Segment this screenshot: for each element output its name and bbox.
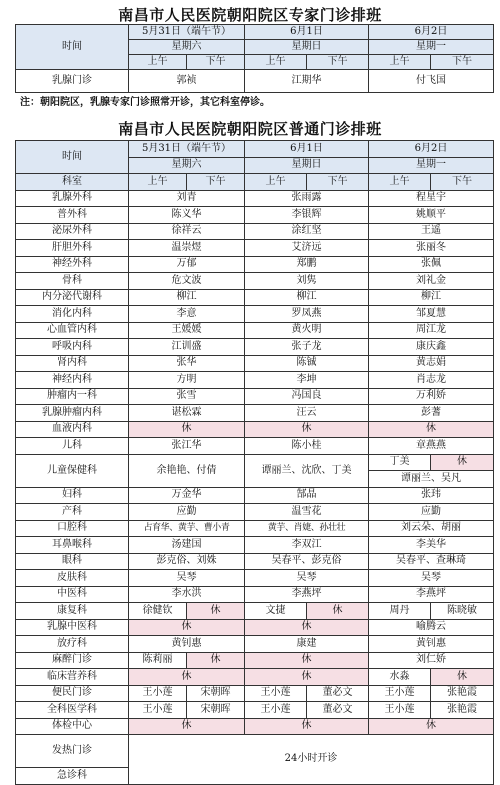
rest-cell: 休 — [187, 652, 245, 669]
pm-label: 下午 — [187, 174, 245, 191]
table-row — [16, 388, 494, 405]
dept-cell: 骨科 — [16, 273, 129, 290]
doctor-cell: 冯国良 — [245, 388, 369, 405]
doctor-cell: 郑鹏 — [245, 256, 369, 273]
doctor-cell: 张雪 — [129, 388, 245, 405]
doctor-cell: 文捷 — [245, 603, 307, 620]
rest-cell: 休 — [187, 603, 245, 620]
rest-cell: 休 — [245, 619, 369, 636]
rest-cell: 休 — [129, 669, 245, 686]
general-schedule-title: 南昌市人民医院朝阳院区普通门诊排班 — [118, 120, 382, 138]
general-schedule-table — [15, 140, 494, 785]
expert-schedule-title: 南昌市人民医院朝阳院区专家门诊排班 — [118, 6, 382, 24]
doctor-cell: 罗凤燕 — [245, 306, 369, 323]
header-row — [16, 25, 494, 40]
am-label: 上午 — [245, 174, 307, 191]
table-row — [16, 702, 494, 719]
pm-label: 下午 — [431, 55, 494, 70]
doctor-cell: 徐健钦 — [129, 603, 187, 620]
dept-cell: 乳腺外科 — [16, 190, 129, 207]
doctor-cell: 张华 — [129, 355, 245, 372]
table-row — [16, 355, 494, 372]
doctor-cell: 陈小桂 — [245, 438, 369, 455]
rest-cell: 休 — [369, 421, 494, 438]
doctor-cell: 董必文 — [307, 702, 369, 719]
table-row — [16, 421, 494, 438]
rest-cell: 休 — [245, 718, 369, 735]
doctor-cell: 应勤 — [129, 504, 245, 521]
doctor-cell: 周丹 — [369, 603, 431, 620]
dept-cell: 血液内科 — [16, 421, 129, 438]
dept-cell: 便民门诊 — [16, 685, 129, 702]
dept-cell: 耳鼻喉科 — [16, 537, 129, 554]
dept-label: 科室 — [16, 174, 129, 191]
rest-cell: 休 — [307, 603, 369, 620]
table-row — [16, 190, 494, 207]
doctor-cell: 张丽冬 — [369, 240, 494, 257]
dept-cell: 乳腺中医科 — [16, 619, 129, 636]
doctor-cell: 李燕坪 — [369, 586, 494, 603]
weekday-cell: 星期六 — [129, 157, 245, 174]
dept-cell: 神经内科 — [16, 372, 129, 389]
doctor-cell: 刘云朵、胡丽 — [369, 520, 494, 537]
doctor-cell: 周江龙 — [369, 322, 494, 339]
rest-cell: 休 — [129, 718, 245, 735]
date-cell: 6月2日 — [369, 141, 494, 158]
table-row — [16, 289, 494, 306]
table-row — [16, 454, 494, 471]
table-row — [16, 207, 494, 224]
table-row — [16, 735, 494, 768]
pm-label: 下午 — [307, 55, 369, 70]
doctor-cell: 汤建国 — [129, 537, 245, 554]
dept-cell: 临床营养科 — [16, 669, 129, 686]
doctor-cell: 黄钊惠 — [129, 636, 245, 653]
table-row — [16, 636, 494, 653]
dept-cell: 神经外科 — [16, 256, 129, 273]
dept-cell: 中医科 — [16, 586, 129, 603]
doctor-cell: 张艳霞 — [431, 702, 494, 719]
doctor-cell: 艾济远 — [245, 240, 369, 257]
dept-cell: 普外科 — [16, 207, 129, 224]
table-row — [16, 438, 494, 455]
doctor-cell: 王媛媛 — [129, 322, 245, 339]
doctor-cell: 李燕坪 — [245, 586, 369, 603]
header-row — [16, 141, 494, 158]
doctor-cell: 谭丽兰、沈欣、丁美 — [245, 454, 369, 487]
doctor-cell: 黄钊惠 — [369, 636, 494, 653]
am-label: 上午 — [245, 55, 307, 70]
doctor-cell: 刘青 — [129, 190, 245, 207]
table-row — [16, 570, 494, 587]
doctor-cell: 陈铖 — [245, 355, 369, 372]
doctor-cell: 宋朝晖 — [187, 685, 245, 702]
doctor-cell: 宋朝晖 — [187, 702, 245, 719]
doctor-cell: 王小莲 — [129, 685, 187, 702]
doctor-cell: 王小莲 — [369, 685, 431, 702]
doctor-cell: 陈义华 — [129, 207, 245, 224]
doctor-cell: 吴琴 — [369, 570, 494, 587]
time-label: 时间 — [16, 25, 129, 70]
pm-label: 下午 — [187, 55, 245, 70]
doctor-cell: 彭克俗、刘姝 — [129, 553, 245, 570]
date-cell: 5月31日（端午节） — [129, 141, 245, 158]
table-row — [16, 652, 494, 669]
weekday-cell: 星期六 — [129, 40, 245, 55]
doctor-cell: 张子龙 — [245, 339, 369, 356]
doctor-cell: 万利娇 — [369, 388, 494, 405]
dept-cell: 肿瘤内一科 — [16, 388, 129, 405]
doctor-cell: 王小莲 — [245, 685, 307, 702]
doctor-cell: 李银辉 — [245, 207, 369, 224]
doctor-cell: 刘仁娇 — [369, 652, 494, 669]
doctor-cell: 喻腾云 — [369, 619, 494, 636]
doctor-cell: 彭蓍 — [369, 405, 494, 422]
doctor-cell: 肖志龙 — [369, 372, 494, 389]
doctor-cell: 李坤 — [245, 372, 369, 389]
rest-cell: 休 — [245, 669, 369, 686]
doctor-cell: 吴琴 — [245, 570, 369, 587]
doctor-cell: 黄志娟 — [369, 355, 494, 372]
doctor-cell: 徐祥云 — [129, 223, 245, 240]
table-row — [16, 718, 494, 735]
doctor-cell: 谭丽兰、吴凡 — [369, 471, 494, 488]
pm-label: 下午 — [431, 174, 494, 191]
doctor-cell: 张艳霞 — [431, 685, 494, 702]
expert-note: 注：朝阳院区，乳腺专家门诊照常开诊，其它科室停诊。 — [20, 97, 270, 108]
table-row — [16, 586, 494, 603]
table-row — [16, 306, 494, 323]
doctor-cell: 康庆鑫 — [369, 339, 494, 356]
rest-cell: 休 — [431, 669, 494, 686]
doctor-cell: 余艳艳、付倩 — [129, 454, 245, 487]
date-cell: 6月1日 — [245, 25, 369, 40]
weekday-cell: 星期日 — [245, 40, 369, 55]
am-label: 上午 — [129, 174, 187, 191]
doctor-cell: 邹夏慧 — [369, 306, 494, 323]
doctor-cell: 吴春平、查琳琦 — [369, 553, 494, 570]
doctor-cell: 王遥 — [369, 223, 494, 240]
dept-cell: 儿科 — [16, 438, 129, 455]
rest-cell: 休 — [129, 421, 245, 438]
table-row — [16, 619, 494, 636]
doctor-cell: 李意 — [129, 306, 245, 323]
doctor-cell: 王小莲 — [369, 702, 431, 719]
doctor-cell: 柳江 — [129, 289, 245, 306]
doctor-cell: 李双江 — [245, 537, 369, 554]
expert-schedule-table — [15, 24, 494, 93]
doctor-cell: 张佩 — [369, 256, 494, 273]
table-row — [16, 372, 494, 389]
doctor-cell: 王小莲 — [245, 702, 307, 719]
doctor-cell: 吴春平、彭克俗 — [245, 553, 369, 570]
rest-cell: 休 — [431, 454, 494, 471]
doctor-cell: 谌松霖 — [129, 405, 245, 422]
doctor-cell: 万金华 — [129, 487, 245, 504]
table-row — [16, 685, 494, 702]
doctor-cell: 汪云 — [245, 405, 369, 422]
dept-cell: 眼科 — [16, 553, 129, 570]
doctor-cell: 涂红坚 — [245, 223, 369, 240]
dept-cell: 放疗科 — [16, 636, 129, 653]
doctor-cell: 张玮 — [369, 487, 494, 504]
table-row — [16, 405, 494, 422]
dept-cell: 妇科 — [16, 487, 129, 504]
dept-cell: 儿童保健科 — [16, 454, 129, 487]
dept-cell: 麻醉门诊 — [16, 652, 129, 669]
doctor-cell: 康建 — [245, 636, 369, 653]
table-row — [16, 70, 494, 93]
doctor-cell: 万郁 — [129, 256, 245, 273]
doctor-cell: 姚顺平 — [369, 207, 494, 224]
dept-cell: 急诊科 — [16, 768, 129, 785]
doctor-cell: 方明 — [129, 372, 245, 389]
rest-cell: 休 — [245, 652, 369, 669]
doctor-cell: 柳江 — [369, 289, 494, 306]
table-row — [16, 240, 494, 257]
weekday-cell: 星期一 — [369, 40, 494, 55]
dept-cell: 肝胆外科 — [16, 240, 129, 257]
dept-cell: 发热门诊 — [16, 735, 129, 768]
doctor-cell: 付飞国 — [369, 70, 494, 93]
rest-cell: 休 — [129, 619, 245, 636]
doctor-cell: 黄芋、肖婕、孙壮壮 — [245, 520, 369, 537]
doctor-cell: 温雪花 — [245, 504, 369, 521]
am-label: 上午 — [369, 55, 431, 70]
doctor-cell: 李美华 — [369, 537, 494, 554]
rest-cell: 休 — [369, 718, 494, 735]
dept-cell: 肾内科 — [16, 355, 129, 372]
doctor-cell: 占育华、黄芋、曹小青 — [129, 520, 245, 537]
rest-cell: 休 — [245, 421, 369, 438]
table-row — [16, 322, 494, 339]
doctor-cell: 温崇煜 — [129, 240, 245, 257]
doctor-cell: 水淼 — [369, 669, 431, 686]
doctor-cell: 张江华 — [129, 438, 245, 455]
doctor-cell: 江期华 — [245, 70, 369, 93]
dept-cell: 体检中心 — [16, 718, 129, 735]
am-label: 上午 — [369, 174, 431, 191]
doctor-cell: 董必文 — [307, 685, 369, 702]
doctor-cell: 刘礼金 — [369, 273, 494, 290]
pm-label: 下午 — [307, 174, 369, 191]
dept-cell: 心血管内科 — [16, 322, 129, 339]
dept-cell: 内分泌代谢科 — [16, 289, 129, 306]
table-row — [16, 273, 494, 290]
doctor-cell: 郭祯 — [129, 70, 245, 93]
date-cell: 6月2日 — [369, 25, 494, 40]
dept-cell: 口腔科 — [16, 520, 129, 537]
dept-cell: 康复科 — [16, 603, 129, 620]
doctor-cell: 王小莲 — [129, 702, 187, 719]
dept-cell: 泌尿外科 — [16, 223, 129, 240]
table-row — [16, 223, 494, 240]
weekday-cell: 星期一 — [369, 157, 494, 174]
table-row — [16, 553, 494, 570]
doctor-cell: 柳江 — [245, 289, 369, 306]
open-24h-cell: 24小时开诊 — [129, 735, 494, 785]
dept-cell: 皮肤科 — [16, 570, 129, 587]
ampm-row — [16, 174, 494, 191]
am-label: 上午 — [129, 55, 187, 70]
table-row — [16, 339, 494, 356]
doctor-cell: 江训盛 — [129, 339, 245, 356]
date-cell: 6月1日 — [245, 141, 369, 158]
table-row — [16, 669, 494, 686]
doctor-cell: 程星宇 — [369, 190, 494, 207]
table-row — [16, 537, 494, 554]
dept-cell: 产科 — [16, 504, 129, 521]
dept-cell: 乳腺肿瘤内科 — [16, 405, 129, 422]
doctor-cell: 张雨露 — [245, 190, 369, 207]
table-row — [16, 603, 494, 620]
dept-cell: 呼吸内科 — [16, 339, 129, 356]
doctor-cell: 李水洪 — [129, 586, 245, 603]
doctor-cell: 陈晓敏 — [431, 603, 494, 620]
table-row — [16, 487, 494, 504]
date-cell: 5月31日（端午节） — [129, 25, 245, 40]
dept-cell: 全科医学科 — [16, 702, 129, 719]
doctor-cell: 黄火明 — [245, 322, 369, 339]
doctor-cell: 危文波 — [129, 273, 245, 290]
doctor-cell: 章燕燕 — [369, 438, 494, 455]
dept-cell: 消化内科 — [16, 306, 129, 323]
weekday-cell: 星期日 — [245, 157, 369, 174]
dept-cell: 乳腺门诊 — [16, 70, 129, 93]
time-label: 时间 — [16, 141, 129, 174]
doctor-cell: 陈莉丽 — [129, 652, 187, 669]
table-row — [16, 520, 494, 537]
table-row — [16, 504, 494, 521]
doctor-cell: 郜晶 — [245, 487, 369, 504]
doctor-cell: 应勤 — [369, 504, 494, 521]
doctor-cell: 丁美 — [369, 454, 431, 471]
table-row — [16, 256, 494, 273]
doctor-cell: 吴琴 — [129, 570, 245, 587]
doctor-cell: 刘隽 — [245, 273, 369, 290]
